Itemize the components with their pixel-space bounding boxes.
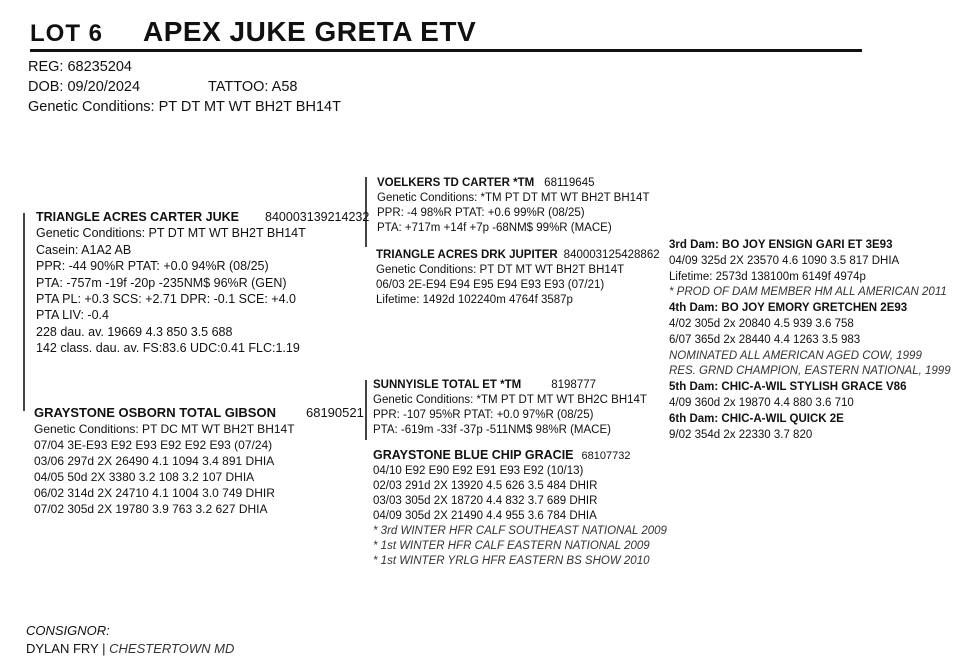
third-dam-note: * PROD OF DAM MEMBER HM ALL AMERICAN 2011 (669, 286, 947, 299)
sire-line: 228 dau. av. 19669 4.3 850 3.5 688 (36, 324, 233, 339)
sire-line: Casein: A1A2 AB (36, 242, 132, 257)
sixth-dam-name: 6th Dam: CHIC-A-WIL QUICK 2E (669, 412, 844, 425)
dam-dam-line: 04/09 305d 2X 21490 4.4 955 3.6 784 DHIA (373, 510, 597, 522)
sire-sire-name: VOELKERS TD CARTER *TM (377, 177, 535, 189)
dam-line: 07/02 305d 2X 19780 3.9 763 3.2 627 DHIA (34, 502, 268, 516)
third-dam-line: Lifetime: 2573d 138100m 6149f 4974p (669, 270, 866, 283)
consignor-separator: | (102, 641, 106, 656)
consignor-label: CONSIGNOR: (26, 623, 110, 638)
sire-block (36, 209, 369, 357)
dam-sire-line: PTA: -619m -33f -37p -511NM$ 98%R (MACE) (373, 424, 611, 436)
dam-sire-number: 8198777 (551, 379, 597, 391)
fourth-dam-name: 4th Dam: BO JOY EMORY GRETCHEN 2E93 (669, 302, 908, 315)
sire-line: PTA: -757m -19f -20p -235NM$ 96%R (GEN) (36, 275, 287, 290)
sire-sire-line: PTA: +717m +14f +7p -68NM$ 99%R (MACE) (377, 222, 612, 234)
third-dam-line: 04/09 325d 2X 23570 4.6 1090 3.5 817 DHIA (669, 254, 900, 267)
sire-number: 840003139214232 (265, 210, 370, 224)
female-line-block (669, 238, 951, 443)
fourth-dam-line: 4/02 305d 2x 20840 4.5 939 3.6 758 (669, 317, 854, 330)
tattoo: TATTOO: A58 (208, 79, 298, 95)
sire-line: Genetic Conditions: PT DT MT WT BH2T BH14T (36, 226, 306, 241)
dam-line: 04/05 50d 2X 3380 3.2 108 3.2 107 DHIA (34, 470, 255, 484)
sire-dam-number: 840003125428862 (563, 249, 660, 261)
sire-sire-line: Genetic Conditions: *TM PT DT MT WT BH2T BH14T (377, 192, 650, 204)
dam-block (34, 405, 364, 517)
sire-sire-block (377, 176, 649, 236)
dam-sire-line: Genetic Conditions: *TM PT DT MT WT BH2C BH14T (373, 394, 647, 406)
sire-sire-line: PPR: -4 98%R PTAT: +0.6 99%R (08/25) (377, 207, 585, 219)
sire-sire-number: 68119645 (544, 177, 595, 189)
dam-line: 06/02 314d 2X 24710 4.1 1004 3.0 749 DHIR (34, 486, 275, 500)
dam-sire-name: SUNNYISLE TOTAL ET *TM (373, 379, 522, 391)
dam-dam-block (373, 448, 667, 569)
dam-dam-name: GRAYSTONE BLUE CHIP GRACIE (373, 448, 574, 462)
title-underline (30, 49, 862, 52)
sire-dam-line: Lifetime: 1492d 102240m 4764f 3587p (376, 294, 573, 306)
dam-sire-block (373, 378, 647, 438)
fourth-dam-line: 6/07 365d 2x 28440 4.4 1263 3.5 983 (669, 333, 861, 346)
date-of-birth: DOB: 09/20/2024 (28, 79, 141, 95)
dam-line: 07/04 3E-E93 E92 E93 E92 E92 E93 (07/24) (34, 438, 273, 452)
sire-dam-line: 06/03 2E-E94 E94 E95 E94 E93 E93 (07/21) (376, 279, 605, 291)
dam-sire-bracket-line (365, 380, 367, 440)
consignor-line (26, 641, 234, 656)
animal-name: APEX JUKE GRETA ETV (143, 16, 477, 47)
genetic-conditions: Genetic Conditions: PT DT MT WT BH2T BH14T (28, 99, 341, 115)
fourth-dam-note: NOMINATED ALL AMERICAN AGED COW, 1999 (669, 349, 922, 362)
sixth-dam-line: 9/02 354d 2x 22330 3.7 820 (669, 428, 813, 441)
sire-line: PTA PL: +0.3 SCS: +2.71 DPR: -0.1 SCE: +4.0 (36, 292, 296, 307)
dam-dam-line: 04/10 E92 E90 E92 E91 E93 E92 (10/13) (373, 465, 584, 477)
consignor-name: DYLAN FRY (26, 641, 99, 656)
dam-dam-line: 02/03 291d 2X 13920 4.5 626 3.5 484 DHIR (373, 480, 598, 492)
sire-line: PPR: -44 90%R PTAT: +0.0 94%R (08/25) (36, 259, 269, 274)
sire-line: PTA LIV: -0.4 (36, 308, 109, 323)
dam-number: 68190521 (305, 405, 364, 420)
fifth-dam-line: 4/09 360d 2x 19870 4.4 880 3.6 710 (669, 396, 854, 409)
dam-name: GRAYSTONE OSBORN TOTAL GIBSON (34, 405, 276, 420)
dam-sire-line: PPR: -107 95%R PTAT: +0.0 97%R (08/25) (373, 409, 594, 421)
sire-bracket-line (23, 213, 25, 411)
sire-dam-block (376, 248, 660, 308)
sire-dam-name: TRIANGLE ACRES DRK JUPITER (376, 249, 558, 261)
dam-dam-award: * 1st WINTER HFR CALF EASTERN NATIONAL 2009 (373, 540, 650, 552)
lot-number: LOT 6 (30, 20, 104, 47)
third-dam-name: 3rd Dam: BO JOY ENSIGN GARI ET 3E93 (669, 239, 893, 251)
fifth-dam-name: 5th Dam: CHIC-A-WIL STYLISH GRACE V86 (669, 381, 907, 394)
dam-line: 03/06 297d 2X 26490 4.1 1094 3.4 891 DHIA (34, 454, 275, 468)
dam-dam-number: 68107732 (581, 450, 631, 462)
dam-line: Genetic Conditions: PT DC MT WT BH2T BH14T (34, 422, 295, 436)
consignor-location: CHESTERTOWN MD (109, 641, 235, 656)
dam-dam-line: 03/03 305d 2X 18720 4.4 832 3.7 689 DHIR (373, 495, 598, 507)
fourth-dam-note: RES. GRND CHAMPION, EASTERN NATIONAL, 1999 (669, 365, 951, 378)
dam-dam-award: * 3rd WINTER HFR CALF SOUTHEAST NATIONAL 2009 (373, 525, 667, 537)
registration-number: REG: 68235204 (28, 59, 132, 75)
sire-name: TRIANGLE ACRES CARTER JUKE (36, 210, 240, 224)
sire-line: 142 class. dau. av. FS:83.6 UDC:0.41 FLC:1.19 (36, 341, 300, 356)
sire-dam-line: Genetic Conditions: PT DT MT WT BH2T BH14T (376, 264, 625, 276)
dam-dam-award: * 1st WINTER YRLG HFR EASTERN BS SHOW 2010 (373, 555, 650, 567)
